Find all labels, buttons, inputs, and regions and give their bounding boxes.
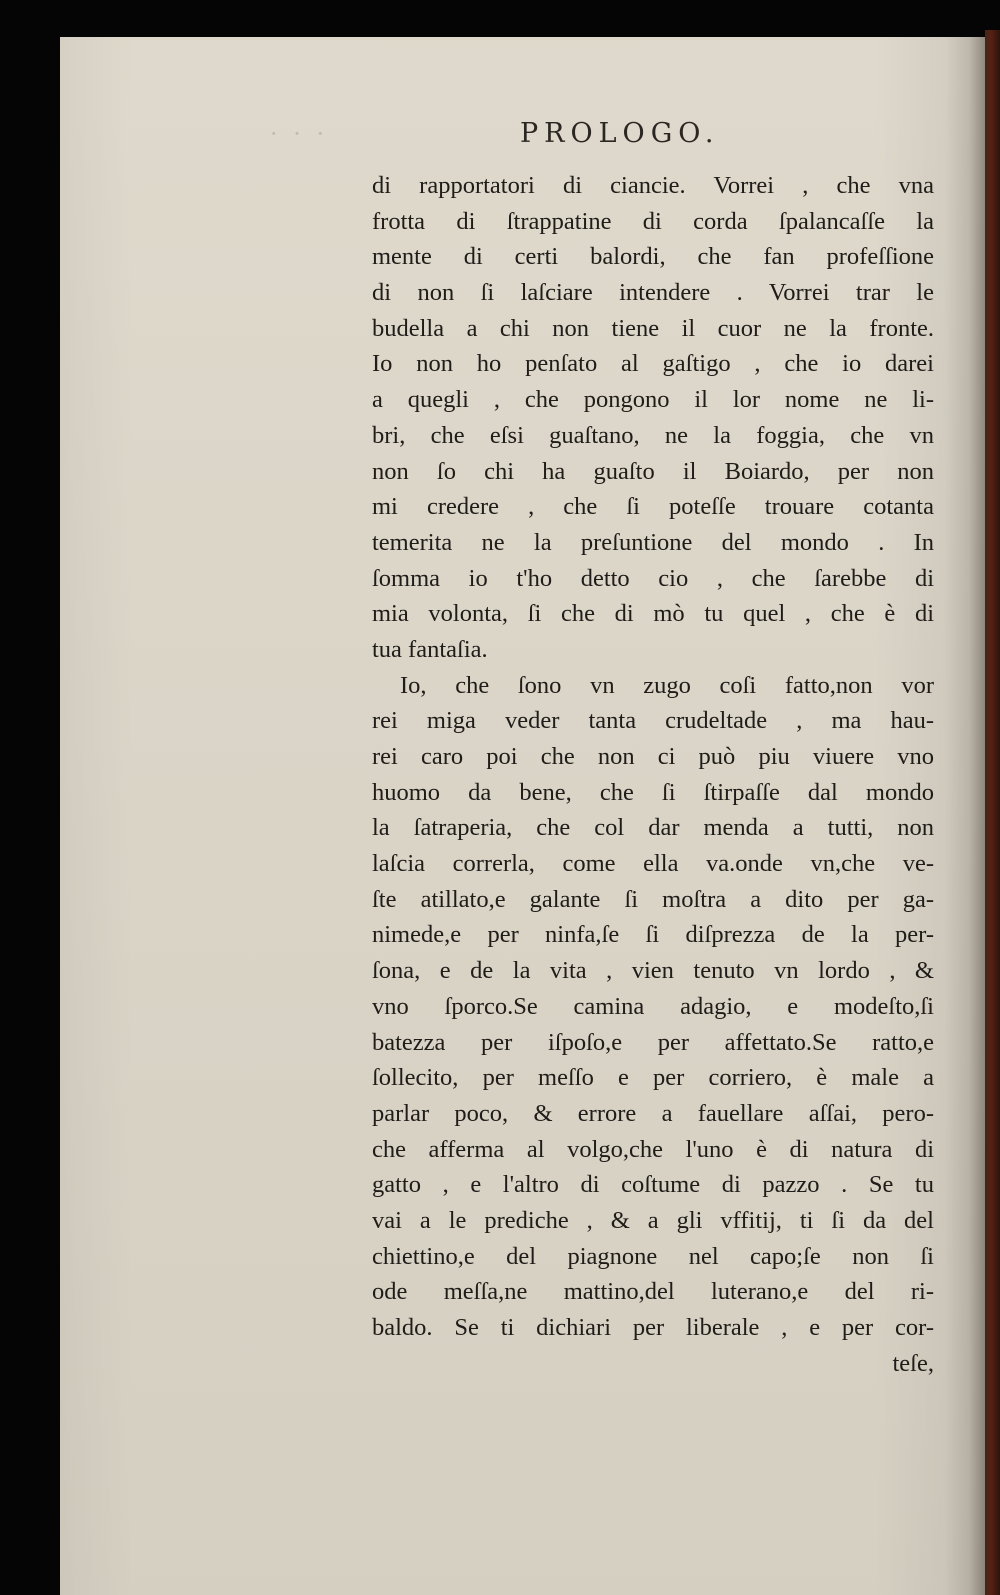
text-line: mi credere , che ſi poteſſe trouare cotanta [372,493,934,521]
text-line: temerita ne la preſuntione del mondo . In [372,528,934,556]
text-line: vno ſporco.Se camina adagio, e modeſto,ſi [372,992,934,1020]
text-line: che afferma al volgo,che l'uno è di natura di [372,1135,934,1163]
binding-shadow [945,37,985,1595]
text-line-paragraph-start: Io, che ſono vn zugo coſi fatto,non vor [400,671,934,699]
text-line: mente di certi balordi, che fan profeſſione [372,243,934,271]
text-line: a quegli , che pongono il lor nome ne li- [372,386,934,414]
text-line: rei caro poi che non ci può piu viuere vno [372,743,934,770]
text-line: parlar poco, & errore a fauellare aſſai, pero- [372,1099,934,1127]
text-line: laſcia correrla, come ella va.onde vn,che ve- [372,850,934,878]
text-line: di rapportatori di ciancie. Vorrei , che vna [372,172,934,199]
text-line: la ſatraperia, che col dar menda a tutti, non [372,814,934,842]
text-line: di non ſi laſciare intendere . Vorrei trar le [372,279,934,307]
text-line: Io non ho penſato al gaſtigo , che io darei [372,350,934,378]
text-line: ſollecito, per meſſo e per corriero, è male a [372,1064,934,1092]
text-line: gatto , e l'altro di coſtume di pazzo . Se tu [372,1171,934,1199]
text-line: chiettino,e del piagnone nel capo;ſe non ſi [372,1242,934,1270]
show-through-marks: · · · [270,120,329,148]
text-line: bri, che eſsi guaſtano, ne la foggia, che vn [372,421,934,449]
text-line: huomo da bene, che ſi ſtirpaſſe dal mondo [372,778,934,806]
text-line: ſomma io t'ho detto cio , che ſarebbe di [372,564,934,592]
body-text [372,168,934,1381]
book-spine-edge [985,30,1000,1595]
catchword: teſe, [892,1349,934,1377]
text-line: vai a le prediche , & a gli vffitij, ti ſi da del [372,1206,934,1234]
running-head: PROLOGO. [520,118,720,149]
text-line: batezza per iſpoſo,e per affettato.Se ratto,e [372,1028,934,1056]
text-line: ode meſſa,ne mattino,del luterano,e del ri- [372,1278,934,1306]
text-line: ſona, e de la vita , vien tenuto vn lordo , & [372,957,934,985]
text-line-paragraph-end: tua fantaſia. [372,635,488,663]
text-line: non ſo chi ha guaſto il Boiardo, per non [372,457,934,485]
text-line: nimede,e per ninfa,ſe ſi diſprezza de la per- [372,921,934,949]
text-line: baldo. Se ti dichiari per liberale , e per cor- [372,1314,934,1341]
text-line: frotta di ſtrappatine di corda ſpalancaſſe la [372,207,934,235]
text-line: mia volonta, ſi che di mò tu quel , che è di [372,600,934,628]
text-line: rei miga veder tanta crudeltade , ma hau- [372,707,934,735]
text-line: ſte atillato,e galante ſi moſtra a dito per ga- [372,885,934,913]
text-line: budella a chi non tiene il cuor ne la fronte. [372,314,934,342]
